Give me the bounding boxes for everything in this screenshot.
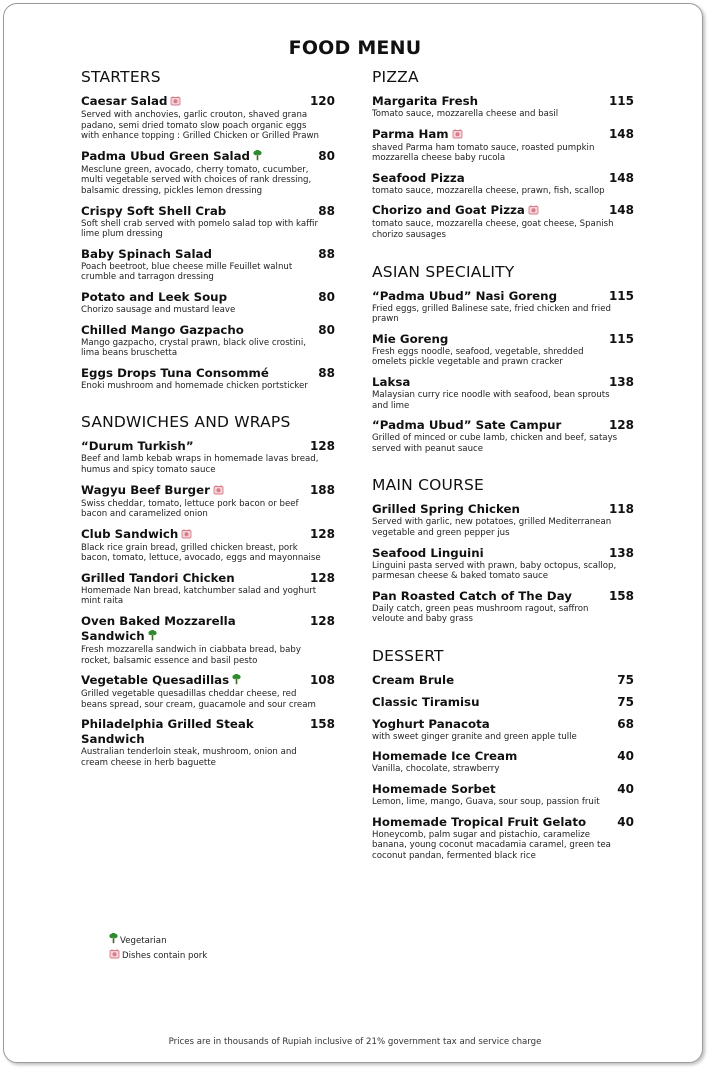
menu-item-description: Lemon, lime, mango, Guava, sour soup, passion fruit [372,797,600,808]
menu-item-description: Fried eggs, grilled Balinese sate, fried chicken and fried prawn [372,303,611,325]
legend [106,933,207,963]
menu-item-name: Cream Brule [372,672,455,687]
menu-item [372,289,634,325]
menu-item [81,149,335,197]
menu-item [81,366,335,392]
menu-item-header [372,332,634,347]
menu-item-price: 80 [318,289,335,304]
menu-item-name: Seafood Linguini [372,545,484,560]
menu-item-header [81,614,335,645]
menu-item-header [81,571,335,586]
menu-item-name: Crispy Soft Shell Crab [81,203,227,218]
menu-item-header [81,717,335,747]
menu-item-name: Homemade Ice Cream [372,749,518,764]
menu-item-price: 75 [617,672,634,687]
section-asian-speciality [372,263,634,455]
menu-item-price: 158 [309,717,335,732]
menu-item-price: 88 [318,203,335,218]
menu-item-price: 88 [318,246,335,261]
menu-item-price: 148 [608,170,634,185]
legend-pork [106,948,207,963]
menu-item-description: with sweet ginger granite and green apple tulle [372,731,577,742]
pig-icon [528,204,539,219]
menu-item-name: Pan Roasted Catch of The Day [372,588,572,603]
menu-item-name: Potato and Leek Soup [81,289,228,304]
menu-item-header [372,589,634,604]
menu-item-header [372,815,634,830]
menu-item-price: 88 [318,365,335,380]
broccoli-icon [148,630,157,645]
menu-item-price: 115 [608,288,634,303]
menu-item-name: “Padma Ubud” Sate Campur [372,418,562,433]
menu-item-description: Malaysian curry rice noodle with seafood, bean sprouts and lime [372,389,610,411]
menu-item-description: Served with garlic, new potatoes, grilled Mediterranean vegetable and green pepper jus [372,517,612,538]
menu-item-description: Served with anchovies, garlic crouton, shaved grana padano, semi dried tomato slow poach organic eggs with enhance topping : Grilled Chicken or Grilled Prawn [81,110,319,142]
menu-item-description: Swiss cheddar, tomato, lettuce pork bacon or beef bacon and caramelized onion [81,498,299,520]
pig-icon [213,484,224,499]
menu-item [81,204,335,240]
menu-item-description: Fresh mozzarella sandwich in ciabbata bread, baby rocket, balsamic essence and basil pesto [81,645,301,666]
menu-item-name: Parma Ham [372,126,449,141]
menu-item-header [81,439,335,454]
menu-item-description: Tomato sauce, mozzarella cheese and basil [372,109,559,119]
menu-item-name: “Durum Turkish” [81,439,194,454]
menu-item-name: “Padma Ubud” Nasi Goreng [372,288,558,303]
menu-item [372,673,634,688]
menu-item [372,418,634,454]
menu-item-header [372,782,634,797]
menu-item-name: Grilled Tandori Chicken [81,570,235,585]
menu-item-description: shaved Parma ham tomato sauce, roasted pumpkin mozzarella cheese baby rucola [372,142,595,164]
menu-item-description: Chorizo sausage and mustard leave [81,304,236,315]
menu-item [81,323,335,359]
section-title: PIZZA [372,68,419,86]
pig-icon [181,528,192,543]
menu-item-header [372,203,634,219]
menu-item-price: 40 [617,814,634,829]
menu-item-description: Linguini pasta served with prawn, baby octopus, scallop, parmesan cheese & baked tomato sauce [372,560,617,582]
section-title: DESSERT [372,646,444,665]
menu-item-price: 118 [608,502,634,517]
menu-item-name: Caesar Salad [81,94,168,108]
menu-item [81,247,335,283]
menu-item-price: 128 [309,614,335,629]
menu-item-price: 148 [608,126,634,141]
menu-item-price: 128 [309,439,335,454]
menu-item-description: tomato sauce, mozzarella cheese, prawn, fish, scallop [372,185,605,196]
page-title: FOOD MENU [288,37,422,59]
menu-item-name: Grilled Spring Chicken [372,502,520,517]
menu-item-header [81,527,335,543]
legend-vegetarian [106,933,207,948]
menu-item [81,94,335,142]
menu-item-header [372,749,634,764]
menu-item-name: Padma Ubud Green Salad [81,148,250,163]
menu-item-name: Baby Spinach Salad [81,246,212,261]
menu-item-price: 80 [318,322,335,337]
menu-item-header [372,695,634,710]
menu-item-header [372,127,634,143]
menu-item [81,614,335,666]
menu-item [81,717,335,768]
menu-item-name: Vegetable Quesadillas [81,673,230,688]
menu-item-name: Laksa [372,374,411,389]
menu-item-name: Margarita Fresh [372,94,479,108]
menu-item [372,375,634,411]
price-note: Prices are in thousands of Rupiah inclusive of 21% government tax and service charge [168,1037,542,1047]
menu-item [81,571,335,607]
section-title: ASIAN SPECIALITY [372,262,515,281]
section-dessert [372,647,634,862]
menu-item-name: Homemade Sorbet [372,782,496,797]
pig-icon [109,948,120,963]
menu-item-description: Fresh eggs noodle, seafood, vegetable, shredded omelets pickle vegetable and prawn cracker [372,346,584,368]
menu-item-header [81,247,335,262]
menu-item-name: Wagyu Beef Burger [81,482,210,497]
menu-item-price: 148 [608,203,634,218]
menu-item [372,502,634,538]
menu-item-description: Vanilla, chocolate, strawberry [372,764,500,775]
menu-item-description: tomato sauce, mozzarella cheese, goat cheese, Spanish chorizo sausages [372,219,614,240]
menu-item [81,483,335,520]
menu-item-header [372,673,634,688]
menu-item-price: 128 [309,526,335,541]
menu-item-header [81,673,335,689]
menu-item-name: Chorizo and Goat Pizza [372,203,525,218]
menu-item-header [372,418,634,433]
menu-item-description: Mango gazpacho, crystal prawn, black olive crostini, lima beans bruschetta [81,337,306,359]
menu-item [81,439,335,475]
menu-item [372,94,634,120]
menu-item-price: 188 [309,482,335,497]
menu-item-description: Grilled vegetable quesadillas cheddar cheese, red beans spread, sour cream, guacamole and sour cream [81,689,316,710]
menu-item-description: Australian tenderloin steak, mushroom, onion and cream cheese in herb baguette [81,747,297,769]
menu-item-price: 40 [617,749,634,764]
broccoli-icon [253,150,262,165]
menu-item-price: 40 [617,782,634,797]
menu-item-header [372,502,634,517]
menu-item-description: Mesclune green, avocado, cherry tomato, cucumber, multi vegetable served with choices of rank dressing, balsamic dressing, pickles lemon dressing [81,164,312,196]
menu-item [81,673,335,710]
menu-item-description: Honeycomb, palm sugar and pistachio, caramelize banana, young coconut macadamia caramel, green tea coconut pandan, fermented black rice [372,829,611,861]
menu-item-name: Mie Goreng [372,331,449,346]
menu-item-name: Eggs Drops Tuna Consommé [81,365,269,380]
legend-pork-label: Dishes contain pork [122,950,208,961]
menu-item-header [81,323,335,338]
menu-item-header [372,546,634,561]
right-column [372,68,634,868]
section-main-course [372,476,634,625]
section-sandwiches-and-wraps [81,413,335,768]
menu-item-name: Oven Baked Mozzarella Sandwich [81,614,236,644]
menu-item-header [81,149,335,165]
section-title: MAIN COURSE [372,476,485,495]
left-column [81,68,335,776]
menu-item [372,546,634,582]
section-starters [81,68,335,391]
menu-item [372,815,634,862]
menu-item-description: Homemade Nan bread, katchumber salad and yoghurt mint raita [81,585,317,607]
menu-item-price: 80 [318,148,335,163]
menu-item-header [372,94,634,109]
menu-item [372,717,634,743]
menu-item-name: Club Sandwich [81,526,179,541]
menu-item [372,203,634,240]
menu-item-price: 158 [608,588,634,603]
menu-item-header [372,171,634,186]
menu-item-price: 138 [608,545,634,560]
menu-item-header [81,366,335,381]
menu-item-description: Black rice grain bread, grilled chicken breast, pork bacon, tomato, lettuce, avocado, eggs and mayonnaise [81,542,321,564]
menu-item-header [372,375,634,390]
menu-item-price: 128 [309,570,335,585]
broccoli-icon [109,933,118,948]
menu-item-header [81,290,335,305]
section-title: STARTERS [81,68,161,86]
menu-item [372,695,634,710]
menu-item [372,171,634,197]
menu-item [372,749,634,775]
menu-item [81,527,335,564]
broccoli-icon [232,674,241,689]
menu-item-header [81,204,335,219]
menu-item-header [372,289,634,304]
menu-item-price: 115 [608,331,634,346]
menu-item-price: 108 [309,673,335,688]
menu-item-description: Poach beetroot, blue cheese mille Feuillet walnut crumble and tarragon dressing [81,261,293,283]
menu-item-name: Yoghurt Panacota [372,716,490,731]
menu-item [372,589,634,625]
menu-item-description: Beef and lamb kebab wraps in homemade lavas bread, humus and spicy tomato sauce [81,454,319,475]
menu-item-price: 68 [617,716,634,731]
menu-item [81,290,335,316]
menu-item [372,782,634,808]
menu-item-name: Philadelphia Grilled Steak Sandwich [81,717,254,747]
menu-item-header [372,717,634,732]
pig-icon [452,128,463,143]
section-title: SANDWICHES AND WRAPS [81,413,291,432]
menu-item-description: Grilled of minced or cube lamb, chicken and beef, satays served with peanut sauce [372,433,618,454]
menu-item-name: Classic Tiramisu [372,694,480,709]
menu-item-price: 75 [617,694,634,709]
menu-item-description: Enoki mushroom and homemade chicken portsticker [81,380,308,391]
menu-item-price: 128 [608,418,634,433]
pig-icon [170,95,181,110]
menu-item [372,127,634,164]
menu-item-price: 138 [608,374,634,389]
menu-item-header [81,94,335,110]
menu-item [372,332,634,368]
menu-item-price: 120 [309,94,335,108]
menu-item-description: Daily catch, green peas mushroom ragout, saffron veloute and baby grass [372,603,589,625]
menu-item-name: Chilled Mango Gazpacho [81,322,244,337]
menu-item-price: 115 [608,94,634,108]
legend-vegetarian-label: Vegetarian [120,935,167,946]
menu-item-description: Soft shell crab served with pomelo salad top with kaffir lime plum dressing [81,218,318,240]
menu-item-name: Seafood Pizza [372,170,465,185]
menu-item-header [81,483,335,499]
section-pizza [372,68,634,241]
menu-item-name: Homemade Tropical Fruit Gelato [372,814,587,829]
